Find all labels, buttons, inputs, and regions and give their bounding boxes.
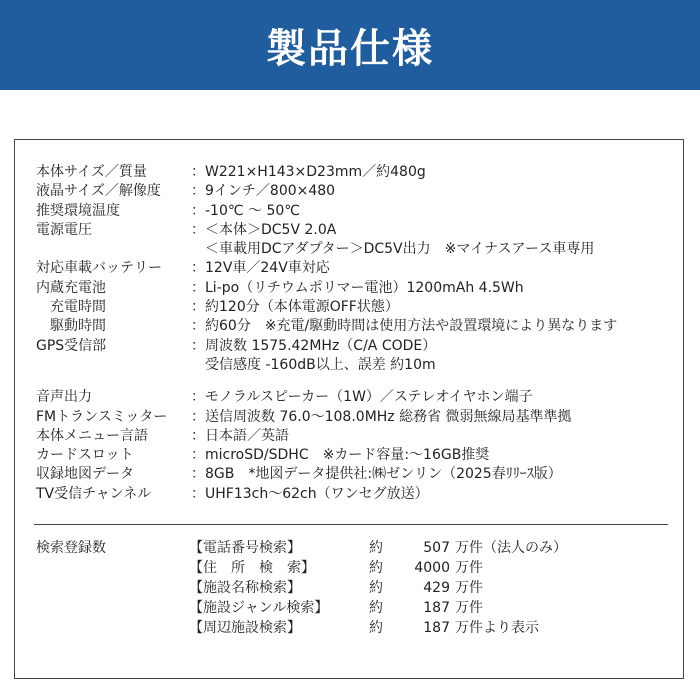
spec-row-power [36, 221, 686, 240]
spec-gap [36, 375, 686, 388]
spec-row-size-weight [36, 163, 686, 182]
search-count: 187 [423, 600, 450, 616]
search-count: 4000 [414, 560, 450, 576]
spec-value: ：8GB *地図データ提供社:㈱ゼンリン（2025春ﾘﾘｰｽ版） [191, 466, 562, 483]
spec-label: GPS受信部 [36, 337, 107, 354]
spec-row-menu-language [36, 427, 686, 446]
spec-label: 充電時間 [50, 299, 106, 316]
spec-label: 電源電圧 [36, 221, 92, 238]
spec-value: ：UHF13ch～62ch（ワンセグ放送） [191, 485, 429, 502]
spec-label: 収録地図データ [36, 466, 134, 483]
search-approx: 約 [369, 540, 383, 556]
spec-value: ：W221×H143×D23mm／約480g [191, 164, 426, 180]
section-divider [34, 524, 668, 525]
search-unit: 万件より表示 [455, 620, 539, 636]
search-registrations [36, 538, 676, 638]
spec-row-charge-time [36, 298, 686, 317]
search-row-facility-name [36, 578, 676, 598]
spec-label: 本体メニュー言語 [36, 427, 148, 444]
spec-value: ：送信周波数 76.0～108.0MHz 総務省 微弱無線局基準準拠 [191, 408, 572, 425]
spec-value: ：microSD/SDHC ※カード容量:～16GB推奨 [191, 447, 490, 464]
spec-row-battery-support [36, 259, 686, 278]
search-category: 【電話番号検索】 [189, 540, 301, 556]
spec-value: ：9インチ／800×480 [191, 183, 336, 200]
search-category: 【施設名称検索】 [189, 580, 301, 596]
spec-row-fm-transmitter [36, 408, 686, 427]
search-unit: 万件 [455, 600, 483, 616]
search-count: 507 [423, 540, 450, 556]
spec-value: ＜車載用DCアダプター＞DC5V出力 ※マイナスアース車専用 [191, 241, 595, 258]
search-category: 【施設ジャンル検索】 [189, 600, 329, 616]
search-unit: 万件（法人のみ） [455, 540, 567, 556]
spec-row-audio [36, 388, 686, 407]
spec-row-run-time [36, 317, 686, 336]
search-approx: 約 [369, 600, 383, 616]
spec-value: 受信感度 -160dB以上、誤差 約10m [191, 356, 436, 373]
spec-row-temperature [36, 202, 686, 221]
spec-value: ：Li-po（リチウムポリマー電池）1200mAh 4.5Wh [191, 279, 524, 296]
spec-value: ：-10℃ ～ 50℃ [191, 202, 301, 219]
search-row-nearby [36, 618, 676, 638]
header-banner [0, 0, 700, 90]
search-row-facility-genre [36, 598, 676, 618]
spec-label: 本体サイズ／質量 [36, 164, 147, 180]
spec-label: 音声出力 [36, 389, 92, 406]
spec-value: ：＜本体＞DC5V 2.0A [191, 221, 337, 238]
spec-row-map-data [36, 465, 686, 484]
spec-row-display [36, 182, 686, 201]
search-category: 【周辺施設検索】 [189, 620, 301, 636]
search-approx: 約 [369, 580, 383, 596]
spec-label: FMトランスミッター [36, 408, 168, 425]
search-category: 【住 所 検 索】 [189, 560, 315, 576]
spec-label: 内蔵充電池 [36, 279, 106, 296]
spec-row-tv-channel [36, 485, 686, 504]
search-unit: 万件 [455, 580, 483, 596]
spec-label: 対応車載バッテリー [36, 260, 162, 277]
spec-label: 液晶サイズ／解像度 [36, 183, 161, 200]
search-row-phone [36, 538, 676, 558]
spec-label: 駆動時間 [50, 318, 106, 335]
spec-value: ：周波数 1575.42MHz（C/A CODE） [191, 337, 437, 354]
spec-value: ：12V車／24V車対応 [191, 260, 330, 277]
spec-row-card-slot [36, 446, 686, 465]
search-count: 429 [423, 580, 450, 596]
search-unit: 万件 [455, 560, 483, 576]
spec-list [36, 163, 686, 504]
spec-label: カードスロット [36, 447, 134, 464]
spec-value: ：モノラルスピーカー（1W）／ステレオイヤホン端子 [191, 389, 533, 406]
spec-label: TV受信チャンネル [36, 485, 152, 502]
search-count: 187 [423, 620, 450, 636]
spec-label: 推奨環境温度 [36, 202, 120, 219]
spec-row-power-adapter [36, 240, 686, 259]
spec-value: ：約60分 ※充電/駆動時間は使用方法や設置環境により異なります [191, 318, 618, 335]
search-row-address [36, 558, 676, 578]
spec-value: ：約120分（本体電源OFF状態） [191, 299, 399, 316]
spec-row-gps [36, 337, 686, 356]
search-label: 検索登録数 [36, 540, 106, 556]
spec-value: ：日本語／英語 [191, 427, 289, 444]
page-title: 製品仕様 [266, 25, 434, 72]
spec-row-internal-battery [36, 279, 686, 298]
search-approx: 約 [369, 620, 383, 636]
spec-row-gps-sensitivity [36, 356, 686, 375]
search-approx: 約 [369, 560, 383, 576]
